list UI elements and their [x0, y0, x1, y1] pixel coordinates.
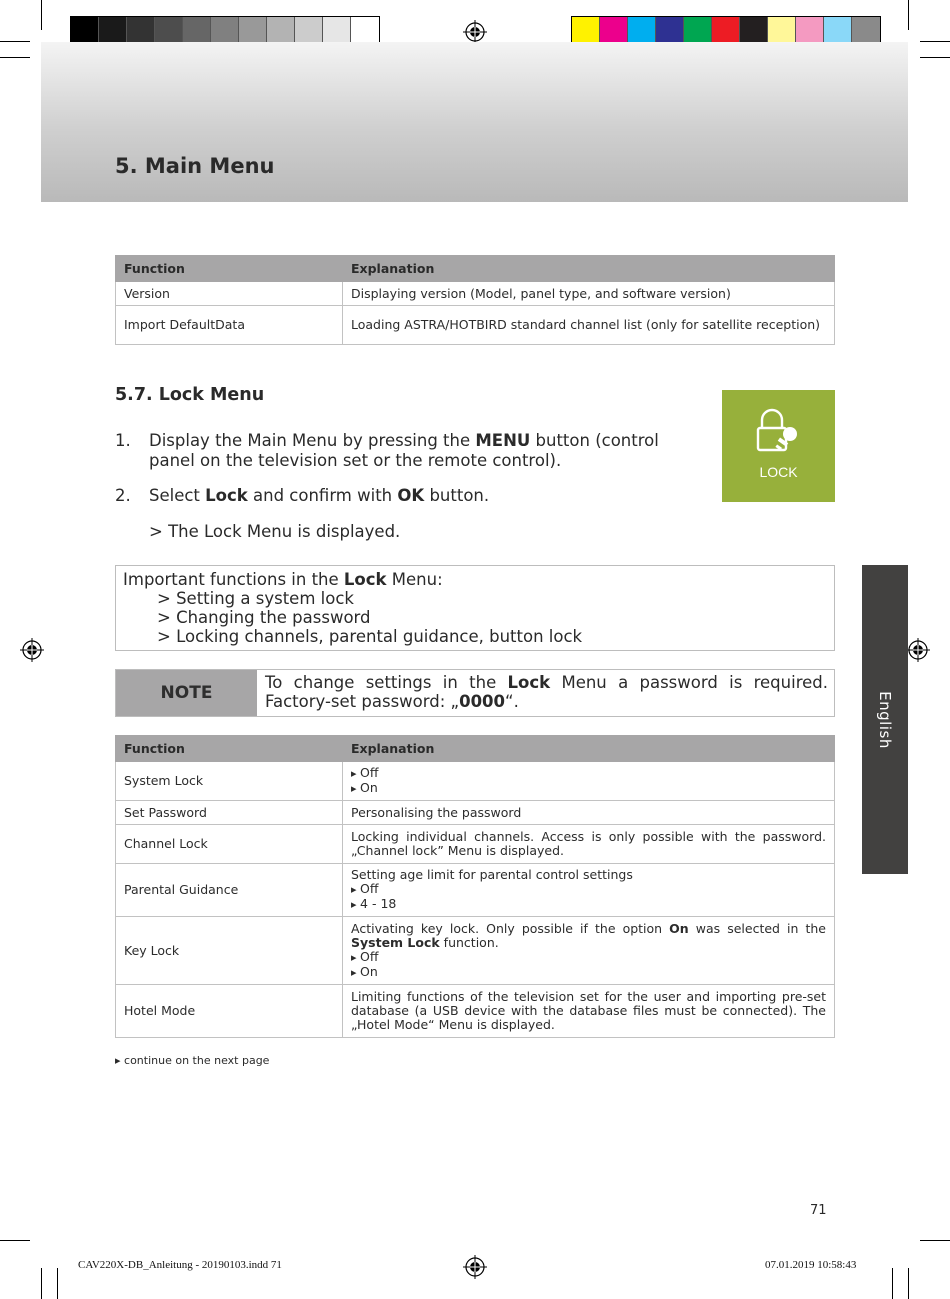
registration-mark-icon: [463, 20, 487, 44]
step-text-part: button (control panel on the television set or the remote control).: [149, 431, 659, 470]
section-title: 5.7. Lock Menu: [115, 385, 265, 405]
explanation-text-part: was selected in the: [688, 920, 826, 936]
lock-menu-tile: [722, 390, 835, 502]
crop-mark: [908, 0, 909, 30]
explanation-cell: Locking individual channels. Access is only possible with the password. „Channel lock” Menu is displayed.: [343, 825, 835, 864]
function-cell: Key Lock: [116, 917, 343, 985]
function-cell: Import DefaultData: [116, 306, 343, 345]
table-row: [116, 917, 835, 985]
step-number: 1.: [115, 431, 131, 450]
registration-mark-icon: [906, 638, 930, 662]
table-row: [116, 825, 835, 864]
crop-mark: [920, 1240, 950, 1241]
explanation-intro: Setting age limit for parental control settings: [351, 867, 633, 882]
note-text-part: Menu a password is required. Factory-set password: „: [265, 673, 828, 711]
header-band: [41, 42, 908, 202]
crop-mark: [41, 0, 42, 30]
factory-password: 0000: [459, 692, 506, 711]
print-slug-file: CAV220X-DB_Anleitung - 20190103.indd 71: [78, 1259, 282, 1271]
note-text-part: To change settings in the: [265, 673, 508, 692]
explanation-cell: [343, 864, 835, 917]
table-row: [116, 985, 835, 1038]
note-text-part: “.: [505, 692, 519, 711]
table-row: [116, 864, 835, 917]
continue-note: ▸ continue on the next page: [115, 1054, 269, 1067]
option-item: ▸ Off: [351, 766, 826, 781]
explanation-intro: [351, 922, 826, 950]
function-table-lock: [115, 735, 835, 1038]
ok-key-label: OK: [397, 486, 425, 505]
function-cell: Parental Guidance: [116, 864, 343, 917]
column-header-function: Function: [116, 256, 343, 282]
crop-mark: [920, 41, 950, 42]
column-header-function: Function: [116, 736, 343, 762]
print-slug-timestamp: 07.01.2019 10:58:43: [765, 1259, 857, 1271]
table-row: [116, 306, 835, 345]
function-table-top: [115, 255, 835, 345]
explanation-cell: Limiting functions of the television set for the user and importing pre-set database (a USB device with the database files must be connected). The „Hotel Mode“ Menu is displayed.: [343, 985, 835, 1038]
step-text-part: Select: [149, 486, 206, 505]
option-item: ▸ On: [351, 965, 826, 980]
note-text: [265, 673, 828, 711]
table-header-row: [116, 256, 835, 282]
lock-label: Lock: [507, 673, 551, 692]
crop-mark: [908, 1268, 909, 1299]
important-heading: [123, 570, 443, 589]
system-lock-label: System Lock: [351, 934, 440, 950]
option-item: ▸ Off: [351, 882, 826, 897]
crop-mark: [0, 41, 30, 42]
column-header-explanation: Explanation: [343, 736, 835, 762]
step-text-part: button.: [424, 486, 490, 505]
step-text: [149, 486, 709, 506]
function-cell: Set Password: [116, 801, 343, 825]
lock-tile-label: LOCK: [759, 464, 798, 480]
option-item: ▸ On: [351, 781, 826, 796]
explanation-cell: Loading ASTRA/HOTBIRD standard channel list (only for satellite reception): [343, 306, 835, 345]
note-box: [115, 669, 835, 717]
important-text-part: Menu:: [386, 570, 443, 589]
function-cell: Channel Lock: [116, 825, 343, 864]
important-text-part: Important functions in the: [123, 570, 344, 589]
language-side-tab: [862, 565, 908, 874]
crop-mark: [920, 57, 950, 58]
explanation-cell: [343, 917, 835, 985]
chapter-title: 5. Main Menu: [115, 154, 275, 178]
column-header-explanation: Explanation: [343, 256, 835, 282]
page-number: 71: [810, 1203, 827, 1218]
option-item: ▸ Off: [351, 950, 826, 965]
lock-key-icon: [752, 406, 808, 454]
explanation-text-part: Activating key lock. Only possible if the option: [351, 920, 670, 936]
on-option-label: On: [669, 920, 689, 936]
table-header-row: [116, 736, 835, 762]
explanation-cell: Displaying version (Model, panel type, and software version): [343, 282, 835, 306]
crop-mark: [57, 1268, 58, 1299]
table-row: [116, 801, 835, 825]
important-item: > Locking channels, parental guidance, button lock: [157, 627, 583, 646]
step-text: [149, 431, 709, 471]
registration-mark-icon: [463, 1255, 487, 1279]
explanation-cell: Personalising the password: [343, 801, 835, 825]
registration-mark-icon: [20, 638, 44, 662]
important-item: > Setting a system lock: [157, 589, 354, 608]
lock-label: Lock: [205, 486, 248, 505]
step-text-part: and confirm with: [247, 486, 398, 505]
important-item: > Changing the password: [157, 608, 371, 627]
step-number: 2.: [115, 486, 131, 505]
function-cell: System Lock: [116, 762, 343, 801]
table-row: [116, 762, 835, 801]
important-functions-box: [115, 565, 835, 651]
crop-mark: [0, 57, 30, 58]
explanation-text-part: function.: [439, 934, 499, 950]
language-label: English: [876, 690, 894, 749]
option-item: ▸ 4 - 18: [351, 897, 826, 912]
crop-mark: [41, 1268, 42, 1299]
table-row: [116, 282, 835, 306]
result-text: > The Lock Menu is displayed.: [149, 522, 401, 541]
lock-label: Lock: [343, 570, 387, 589]
explanation-cell: [343, 762, 835, 801]
function-cell: Version: [116, 282, 343, 306]
crop-mark: [0, 1240, 30, 1241]
step-text-part: Display the Main Menu by pressing the: [149, 431, 476, 450]
crop-mark: [892, 1268, 893, 1299]
note-tag: NOTE: [116, 670, 257, 716]
function-cell: Hotel Mode: [116, 985, 343, 1038]
menu-key-label: MENU: [475, 431, 531, 450]
